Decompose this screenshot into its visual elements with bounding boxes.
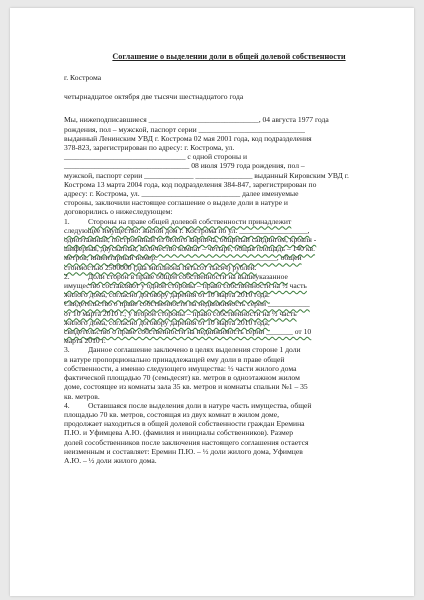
intro-line: Мы, нижеподписавшиеся _____________________________, 04 августа 1977 года: [64, 115, 329, 125]
intro-paragraph: [64, 115, 394, 216]
intro-line: ________________________________ с одной стороны и: [64, 152, 248, 162]
clause-line: Стороны на праве общей долевой собственности принадлежит: [88, 216, 292, 226]
clause-line: кв. метров.: [64, 391, 100, 401]
clause-line: жилого дома, согласно договору дарения от 10 марта 2010 года,: [64, 317, 270, 327]
clause-line: собственности, а именно следующего имущества: ½ части жилого дома: [64, 363, 297, 373]
city-line: г. Кострома: [64, 73, 102, 82]
clause-4: [64, 401, 394, 465]
clause-3: [64, 345, 394, 400]
clause-line: марта 2010 г.: [64, 336, 106, 346]
clause-line: долей сособственников после заключения настоящего соглашения остается: [64, 437, 309, 447]
clause-line: в натуре пропорционально принадлежащей ему доли в праве общей: [64, 354, 285, 364]
clause-line: метров, инвентарный номер: _______________________________, общей: [64, 253, 302, 263]
intro-line: выданный Ленинским УВД г. Кострома 02 мая 2001 года, код подразделения: [64, 133, 312, 143]
clause-line: доме, состоящее из комнаты зала 35 кв. метров и комнаты спальни №1 – 35: [64, 382, 308, 392]
document-title: Соглашение о выделении доли в общей долевой собственности: [112, 52, 346, 61]
clause-line: площадью 70 кв. метров, состоящая из двух комнат в жилом доме,: [64, 409, 279, 419]
document-page: [10, 8, 414, 596]
clause-line: от 10 марта 2010 г.; у второй стороны – право собственности на ½ часть: [64, 308, 297, 318]
intro-line: мужской, паспорт серии _____________ _______________ выданный Кировским УВД г.: [64, 170, 349, 180]
clause-line: П.Ю. и Уфимцева А.Ю. (фамилия и инициалы собственников). Размер: [64, 428, 294, 438]
clause-line: Оставшаяся после выделения доли в натуре часть имущества, общей: [88, 400, 312, 410]
clause-1: [64, 217, 394, 272]
intro-line: Кострома 13 марта 2004 года, код подразделения 384-847, зарегистрирован по: [64, 179, 317, 189]
clause-line: продолжает находиться в общей долевой собственности граждан Еремина: [64, 419, 305, 429]
date-line: четырнадцатое октября две тысячи шестнадцатого года: [64, 92, 244, 102]
clause-line: имущество составляют у одной стороны – право собственности на ½ часть: [64, 281, 307, 291]
clause-line: фактической площадью 70 (семьдесят) кв. метров в одноэтажном жилом: [64, 373, 300, 383]
intro-line: 378-823, зарегистрирован по адресу: г. Кострома, ул.: [64, 143, 235, 153]
intro-line: адресу: г. Кострома, ул. __________________________ далее именуемые: [64, 189, 299, 199]
clause-line: Свидетельство о праве собственности на недвижимость серии ___________: [64, 299, 310, 309]
clause-line: Данное соглашение заключено в целях выделения стороне 1 доли: [88, 345, 301, 355]
clause-line: стоимостью 2500000 (два миллиона пятьсот тысяч) рублей.: [64, 262, 257, 272]
clause-line: А.Ю. – ½ доли жилого дома.: [64, 455, 157, 465]
intro-line: стороны, заключили настоящее соглашение о выделе доли в натуре и: [64, 198, 288, 208]
clause-2: [64, 272, 394, 346]
clause-number: 1.: [64, 216, 70, 226]
clause-line: одноэтажный, построенный из белого кирпича, общитый сайдингом, кровля -: [64, 235, 317, 245]
clause-number: 3.: [64, 345, 70, 355]
clause-line: шиферная, двускатная, количество комнат – четыре, общая площадь – 140 кв.: [64, 244, 316, 254]
clause-line: свидетельство о праве собственности на недвижимость серии _______ от 10: [64, 327, 312, 337]
clause-line: Доли сторон в праве общей собственности на вышеуказанное: [88, 271, 288, 281]
clause-line: следующее имущество: жилой дом г. Кострома по ул. __________________,: [64, 225, 310, 235]
intro-line: _________________________________ 08 июля 1979 года рождения, пол –: [64, 161, 305, 171]
intro-line: договорились о нижеследующем:: [64, 207, 173, 217]
intro-line: рождения, пол – мужской, паспорт серии ____________________________: [64, 124, 305, 134]
clause-number: 4.: [64, 400, 70, 410]
document-body: [64, 52, 394, 465]
clause-line: неизменным и составляет: Еремин П.Ю. – ½ доли жилого дома, Уфимцев: [64, 446, 303, 456]
clause-line: жилого дома, согласно договору дарения от 10 марта 2010 года.: [64, 290, 270, 300]
clause-number: 2.: [64, 271, 70, 281]
